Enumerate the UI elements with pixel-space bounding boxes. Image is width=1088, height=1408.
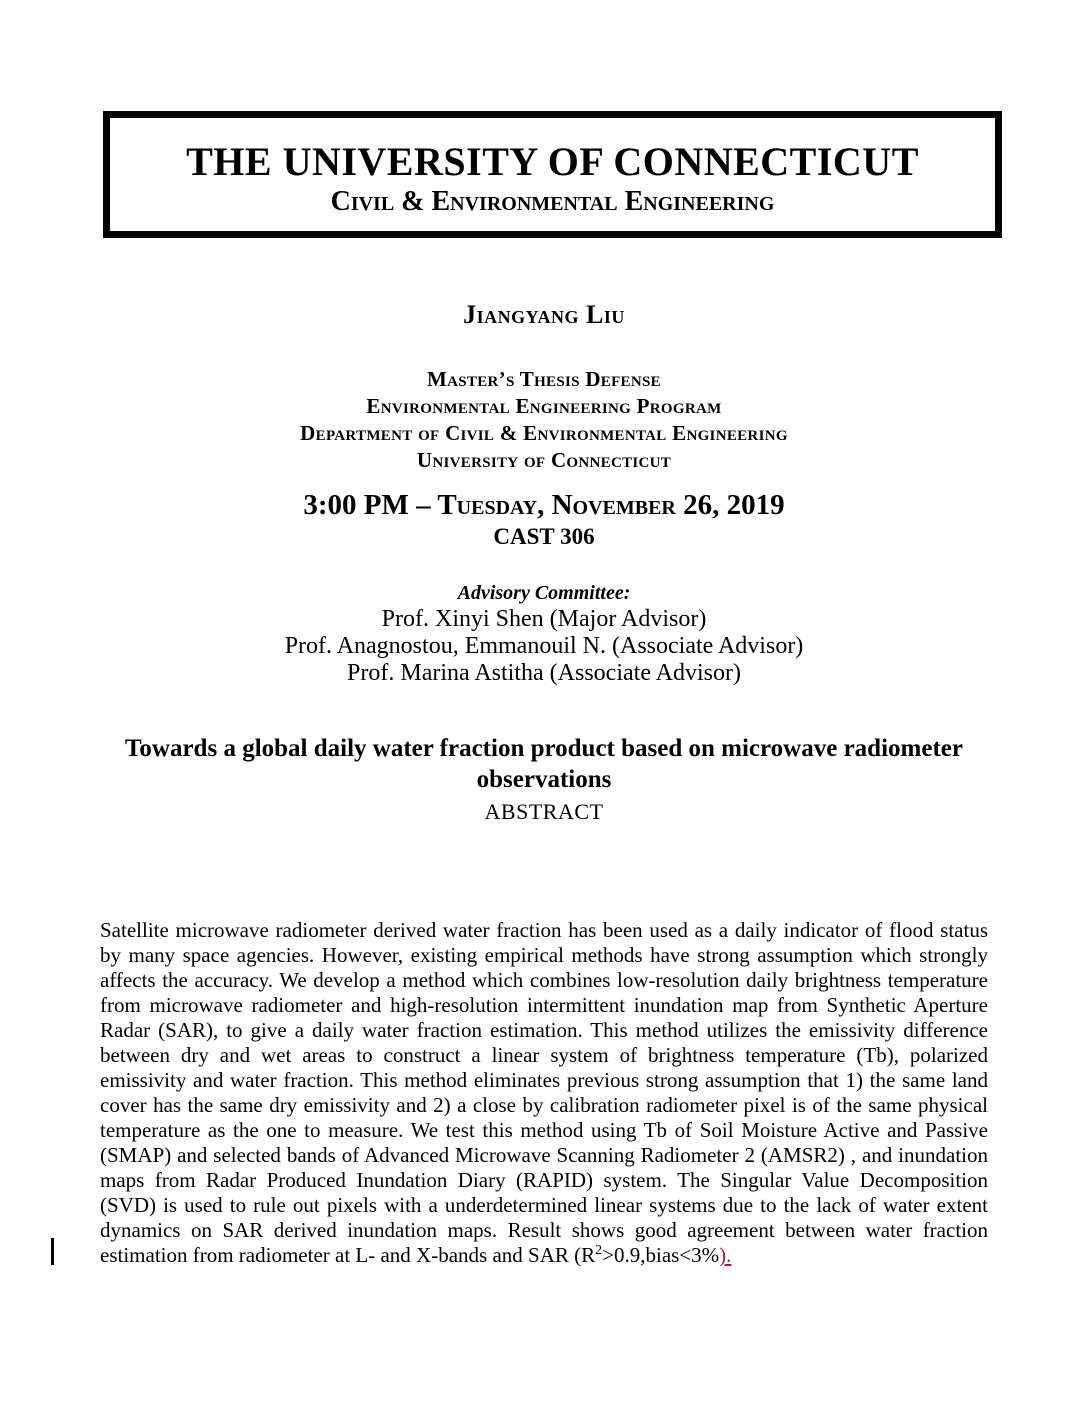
author-name: Jiangyang Liu [463,300,625,329]
committee-heading: Advisory Committee: [457,582,631,604]
university-line: University of Connecticut [416,448,672,472]
event-location: CAST 306 [493,524,595,549]
change-bar [51,1238,54,1265]
university-header-box [103,111,1002,238]
abstract-text-stats: >0.9,bias<3% [602,1243,720,1267]
thesis-title: Towards a global daily water fraction product based on microwave radiometer observations [125,735,963,793]
abstract-paragraph [100,918,988,1268]
department-name: Civil & Environmental Engineering [330,186,775,217]
program-name-line: Environmental Engineering Program [366,394,722,418]
tracked-insertion: ). [719,1243,732,1267]
department-line: Department of Civil & Environmental Engineering [300,421,788,445]
committee-member: Prof. Xinyi Shen (Major Advisor) [381,606,707,632]
abstract-text: Satellite microwave radiometer derived water fraction has been used as a daily indicator of flood status by many space agencies. However, existing empirical methods have strong assumption which strongly affects the accuracy. We develop a method which combines low-resolution daily brightness temperature from microwave radiometer and high-resolution intermittent inundation map from Synthetic Aperture Radar (SAR), to give a daily water fraction estimation. This method utilizes the emissivity difference between dry and wet areas to construct a linear system of brightness temperature (Tb), polarized emissivity and water fraction. This method eliminates previous strong assumption that 1) the same land cover has the same dry emissivity and 2) a close by calibration radiometer pixel is of the same physical temperature as the one to measure. We test this method using Tb of Soil Moisture Active and Passive (SMAP) and selected bands of Advanced Microwave Scanning Radiometer 2 (AMSR2) , and inundation maps from Radar Produced Inundation Diary (RAPID) system. The Singular Value Decomposition (SVD) is used to rule out pixels with a underdetermined linear systems due to the lack of water extent dynamics on SAR derived inundation maps. Result shows good agreement between water fraction estimation from radiometer at L- and X-bands and SAR (R [100,918,988,1267]
r-squared-superscript: 2 [595,1243,603,1258]
committee-members [0,606,1088,687]
program-block [0,366,1088,474]
abstract-heading: ABSTRACT [484,799,604,824]
committee-member: Prof. Anagnostou, Emmanouil N. (Associate Advisor) [284,633,804,659]
event-datetime: 3:00 PM – Tuesday, November 26, 2019 [303,489,785,521]
university-name: THE UNIVERSITY OF CONNECTICUT [186,139,919,184]
committee-member: Prof. Marina Astitha (Associate Advisor) [347,660,741,686]
defense-type-line: Master’s Thesis Defense [427,367,661,391]
